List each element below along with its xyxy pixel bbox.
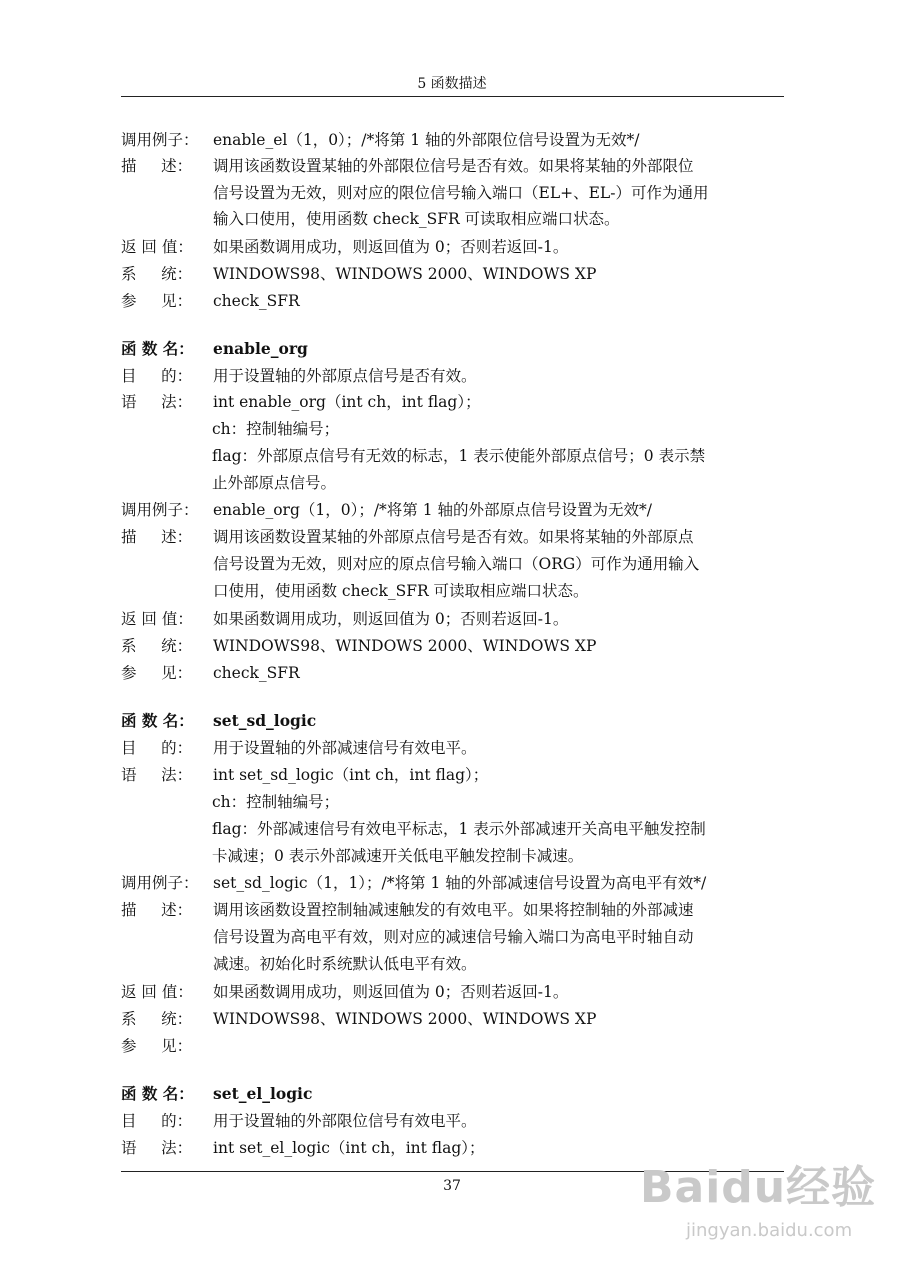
purpose-label: 目 的： xyxy=(121,1112,193,1130)
return-text: 如果函数调用成功，则返回值为 0；否则若返回-1。 xyxy=(213,983,569,1001)
see-label: 参 见： xyxy=(121,1037,193,1055)
system-label: 系 统： xyxy=(121,637,193,655)
desc-text: 信号设置为无效，则对应的限位信号输入端口（EL+、EL-）可作为通用 xyxy=(213,184,709,202)
purpose-label: 目 的： xyxy=(121,367,193,385)
purpose-text: 用于设置轴的外部原点信号是否有效。 xyxy=(213,367,477,385)
desc-text: 信号设置为高电平有效，则对应的减速信号输入端口为高电平时轴自动 xyxy=(213,928,694,946)
syntax-label: 语 法： xyxy=(121,1139,193,1157)
see-text: check_SFR xyxy=(213,664,300,682)
syntax-text: int set_sd_logic（int ch，int flag）； xyxy=(213,766,489,784)
desc-text: 减速。初始化时系统默认低电平有效。 xyxy=(213,955,477,973)
system-text: WINDOWS98、WINDOWS 2000、WINDOWS XP xyxy=(213,1010,597,1028)
param-text: ch：控制轴编号； xyxy=(212,793,340,811)
function-name: set_sd_logic xyxy=(213,711,317,730)
page-header: 5 函数描述 xyxy=(417,76,487,92)
function-name: enable_org xyxy=(213,339,308,358)
desc-label: 描 述： xyxy=(121,901,193,919)
desc-text: 调用该函数设置控制轴减速触发的有效电平。如果将控制轴的外部减速 xyxy=(213,901,694,919)
purpose-text: 用于设置轴的外部减速信号有效电平。 xyxy=(213,739,477,757)
function-name-label: 函 数 名： xyxy=(121,711,194,730)
syntax-label: 语 法： xyxy=(121,766,193,784)
header-rule xyxy=(121,96,784,97)
param-text: 卡减速；0 表示外部减速开关低电平触发控制卡减速。 xyxy=(212,847,584,865)
return-label: 返 回 值： xyxy=(121,238,193,256)
return-text: 如果函数调用成功，则返回值为 0；否则若返回-1。 xyxy=(213,610,569,628)
purpose-text: 用于设置轴的外部限位信号有效电平。 xyxy=(213,1112,477,1130)
function-name-label: 函 数 名： xyxy=(121,1084,194,1103)
see-label: 参 见： xyxy=(121,292,193,310)
param-text: 止外部原点信号。 xyxy=(212,474,337,492)
example-label: 调用例子： xyxy=(121,501,199,519)
page-number: 37 xyxy=(443,1178,461,1194)
return-label: 返 回 值： xyxy=(121,610,193,628)
syntax-label: 语 法： xyxy=(121,393,193,411)
see-label: 参 见： xyxy=(121,664,193,682)
system-label: 系 统： xyxy=(121,1010,193,1028)
example-text: enable_org（1，0）；/*将第 1 轴的外部原点信号设置为无效*/ xyxy=(213,501,652,519)
param-text: flag：外部减速信号有效电平标志，1 表示外部减速开关高电平触发控制 xyxy=(212,820,706,838)
syntax-text: int enable_org（int ch，int flag）； xyxy=(213,393,481,411)
desc-label: 描 述： xyxy=(121,528,193,546)
example-label: 调用例子： xyxy=(121,131,199,149)
watermark-logo: Baidu经验 xyxy=(640,1162,877,1213)
param-text: ch：控制轴编号； xyxy=(212,420,340,438)
system-label: 系 统： xyxy=(121,265,193,283)
desc-text: 口使用，使用函数 check_SFR 可读取相应端口状态。 xyxy=(213,582,589,600)
watermark-url: jingyan.baidu.com xyxy=(686,1220,853,1241)
desc-text: 调用该函数设置某轴的外部限位信号是否有效。如果将某轴的外部限位 xyxy=(213,157,694,175)
function-name: set_el_logic xyxy=(213,1084,313,1103)
desc-text: 调用该函数设置某轴的外部原点信号是否有效。如果将某轴的外部原点 xyxy=(213,528,694,546)
desc-text: 信号设置为无效，则对应的原点信号输入端口（ORG）可作为通用输入 xyxy=(213,555,700,573)
system-text: WINDOWS98、WINDOWS 2000、WINDOWS XP xyxy=(213,265,597,283)
syntax-text: int set_el_logic（int ch，int flag）； xyxy=(213,1139,485,1157)
purpose-label: 目 的： xyxy=(121,739,193,757)
return-label: 返 回 值： xyxy=(121,983,193,1001)
function-name-label: 函 数 名： xyxy=(121,339,194,358)
watermark xyxy=(640,1158,880,1268)
example-text: enable_el（1，0）；/*将第 1 轴的外部限位信号设置为无效*/ xyxy=(213,131,640,149)
desc-label: 描 述： xyxy=(121,157,193,175)
see-text: check_SFR xyxy=(213,292,300,310)
param-text: flag：外部原点信号有无效的标志，1 表示使能外部原点信号；0 表示禁 xyxy=(212,447,706,465)
desc-text: 输入口使用，使用函数 check_SFR 可读取相应端口状态。 xyxy=(213,210,620,228)
example-text: set_sd_logic（1，1）；/*将第 1 轴的外部减速信号设置为高电平有效*/ xyxy=(213,874,707,892)
example-label: 调用例子： xyxy=(121,874,199,892)
system-text: WINDOWS98、WINDOWS 2000、WINDOWS XP xyxy=(213,637,597,655)
return-text: 如果函数调用成功，则返回值为 0；否则若返回-1。 xyxy=(213,238,569,256)
